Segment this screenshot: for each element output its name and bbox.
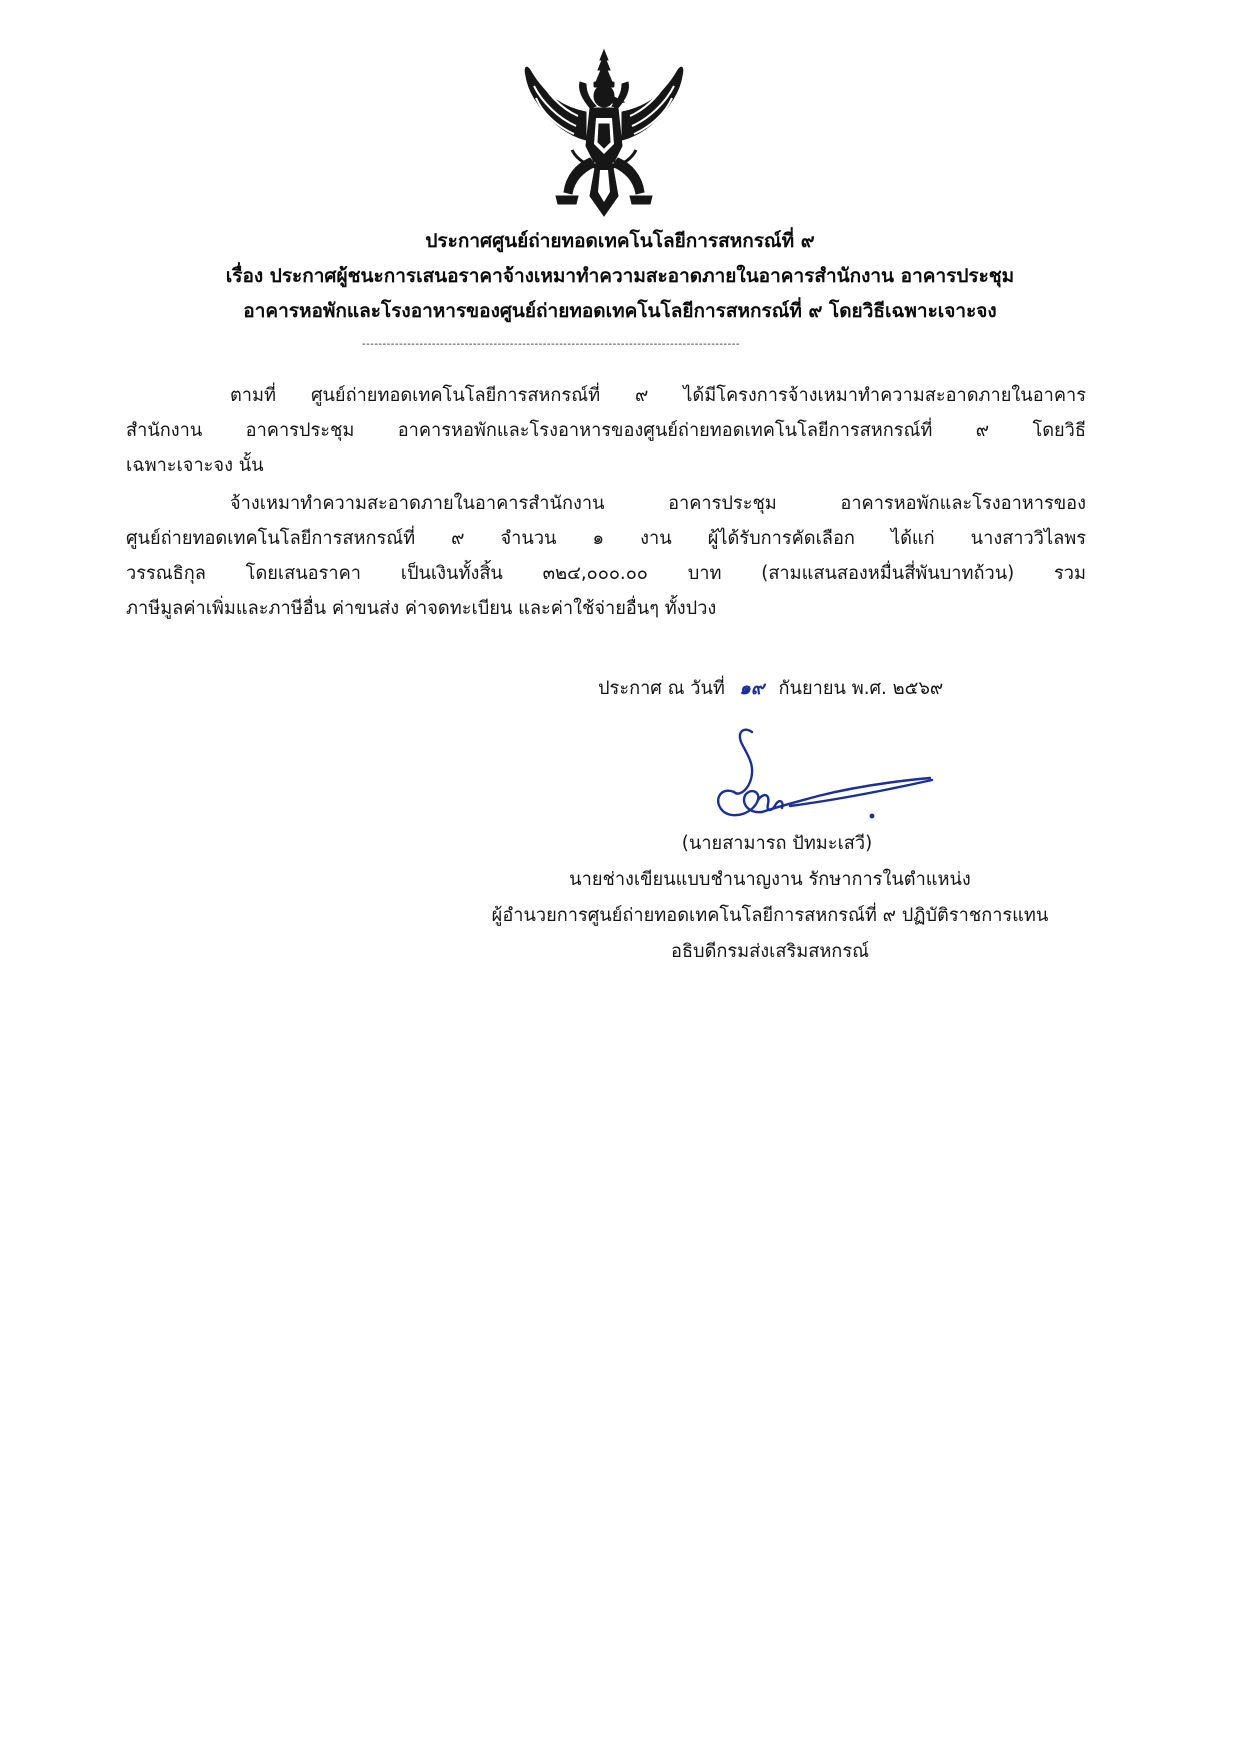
date-day-handwritten: ๑๙ <box>739 678 765 699</box>
paragraph-1-line-3: เฉพาะเจาะจง นั้น <box>126 455 264 476</box>
paragraph-2-line-1: จ้างเหมาทำความสะอาดภายในอาคารสำนักงาน อาคารประชุม อาคารหอพักและโรงอาหารของ <box>230 493 1086 514</box>
title-line-2: เรื่อง ประกาศผู้ชนะการเสนอราคาจ้างเหมาทำความสะอาดภายในอาคารสำนักงาน อาคารประชุม <box>225 265 1015 287</box>
signatory-position-2: ผู้อำนวยการศูนย์ถ่ายทอดเทคโนโลยีการสหกรณ์ที่ ๙ ปฏิบัติราชการแทน <box>491 905 1049 926</box>
signatory-name: (นายสามารถ ปัทมะเสวี) <box>681 833 873 854</box>
handwritten-signature-icon <box>700 722 940 834</box>
body-paragraph-2 <box>126 486 1086 626</box>
paragraph-2-line-3: วรรณธิกุล โดยเสนอราคา เป็นเงินทั้งสิ้น ๓๒๔,๐๐๐.๐๐ บาท (สามแสนสองหมื่นสี่พันบาทถ้วน) รวม <box>126 563 1086 584</box>
paragraph-1-line-1: ตามที่ ศูนย์ถ่ายทอดเทคโนโลยีการสหกรณ์ที่ ๙ ได้มีโครงการจ้างเหมาทำความสะอาดภายในอาคาร <box>230 385 1086 406</box>
announcement-title <box>100 224 1140 329</box>
paragraph-1-line-2: สำนักงาน อาคารประชุม อาคารหอพักและโรงอาหารของศูนย์ถ่ายทอดเทคโนโลยีการสหกรณ์ที่ ๙ โดยวิธี <box>126 420 1086 441</box>
title-line-3: อาคารหอพักและโรงอาหารของศูนย์ถ่ายทอดเทคโนโลยีการสหกรณ์ที่ ๙ โดยวิธีเฉพาะเจาะจง <box>243 300 997 322</box>
date-month-year: กันยายน พ.ศ. ๒๕๖๙ <box>778 678 944 699</box>
title-line-1: ประกาศศูนย์ถ่ายทอดเทคโนโลยีการสหกรณ์ที่ ๙ <box>425 230 815 252</box>
announcement-date <box>598 672 943 706</box>
body-paragraph-1 <box>126 378 1086 483</box>
signatory-block <box>360 826 1180 970</box>
title-divider: -------------------------------------------------------------------------------------------- <box>362 340 740 350</box>
signatory-position-3: อธิบดีกรมส่งเสริมสหกรณ์ <box>671 941 869 962</box>
paragraph-2-line-4: ภาษีมูลค่าเพิ่มและภาษีอื่น ค่าขนส่ง ค่าจดทะเบียน และค่าใช้จ่ายอื่นๆ ทั้งปวง <box>126 598 717 619</box>
paragraph-2-line-2: ศูนย์ถ่ายทอดเทคโนโลยีการสหกรณ์ที่ ๙ จำนวน ๑ งาน ผู้ได้รับการคัดเลือก ได้แก่ นางสาววิไลพร <box>126 528 1086 549</box>
signatory-position-1: นายช่างเขียนแบบชำนาญงาน รักษาการในตำแหน่ง <box>569 869 971 890</box>
date-prefix: ประกาศ ณ วันที่ <box>598 678 725 699</box>
garuda-emblem-icon <box>516 46 692 220</box>
